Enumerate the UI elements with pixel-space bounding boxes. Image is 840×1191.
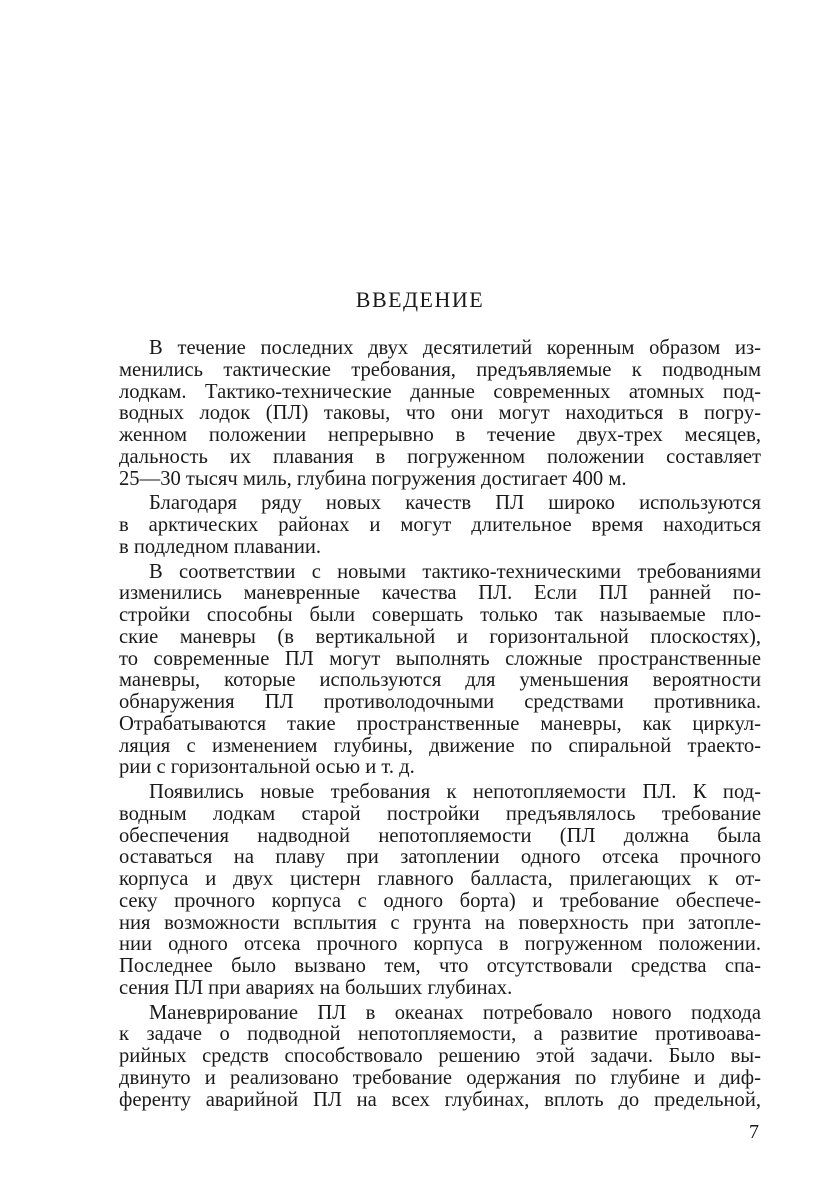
text-line: обнаружения ПЛ противолодочными средствами противника.	[119, 692, 761, 713]
text-line: Появились новые требования к непотопляемости ПЛ. К под-	[149, 782, 761, 803]
text-line: сения ПЛ при авариях на больших глубинах.	[119, 977, 513, 999]
text-line: ляция с изменением глубины, движение по спиральной траекто-	[119, 735, 761, 757]
text-line: маневры, которые используются для уменьшения вероятности	[119, 670, 761, 692]
text-line: то современные ПЛ могут выполнять сложные пространственные	[119, 648, 761, 670]
text-line: стройки способны были совершать только так называемые пло-	[119, 605, 761, 626]
paragraph-2	[119, 493, 761, 558]
text-line: В соответствии с новыми тактико-техническими требованиями	[149, 561, 761, 583]
text-line: в подледном плавании.	[119, 536, 322, 558]
text-line: 25—30 тысяч миль, глубина погружения достигает 400 м.	[119, 468, 627, 490]
text-line: рийных средств способствовало решению этой задачи. Было вы-	[119, 1046, 761, 1067]
text-line: дальность их плавания в погруженном положении составляет	[119, 446, 761, 468]
text-line: ния возможности всплытия с грунта на поверхность при затопле-	[119, 912, 761, 934]
text-line: Благодаря ряду новых качеств ПЛ широко используются	[149, 493, 761, 515]
text-line: в арктических районах и могут длительное время находиться	[119, 515, 761, 536]
text-line: ские маневры (в вертикальной и горизонтальной плоскостях),	[119, 626, 761, 648]
text-line: менились тактические требования, предъявляемые к подводным	[119, 359, 761, 381]
text-line: двинуто и реализовано требование одержания по глубине и диф-	[119, 1067, 761, 1089]
text-line: рии с горизонтальной осью и т. д.	[119, 757, 415, 779]
paragraph-1	[119, 338, 761, 490]
text-line: ференту аварийной ПЛ на всех глубинах, вплоть до предельной,	[119, 1089, 761, 1111]
text-line: секу прочного корпуса с одного борта) и требование обеспече-	[119, 890, 761, 912]
text-line: В течение последних двух десятилетий коренным образом из-	[149, 338, 761, 359]
text-line: нии одного отсека прочного корпуса в погруженном положении.	[119, 934, 761, 956]
text-line: Маневрирование ПЛ в океанах потребовало нового подхода	[149, 1002, 761, 1024]
text-line: водным лодкам старой постройки предъявлялось требование	[119, 803, 761, 825]
text-line: лодкам. Тактико-технические данные современных атомных под-	[119, 381, 761, 403]
paragraph-5	[119, 1003, 761, 1112]
paragraph-3	[119, 562, 761, 780]
paragraph-4	[119, 782, 761, 1000]
text-line: Последнее было вызвано тем, что отсутствовали средства спа-	[119, 956, 761, 977]
text-line: оставаться на плаву при затоплении одного отсека прочного	[119, 847, 761, 869]
text-line: изменились маневренные качества ПЛ. Если ПЛ ранней по-	[119, 583, 761, 605]
text-line: женном положении непрерывно в течение двух-трех месяцев,	[119, 425, 761, 446]
text-line: к задаче о подводной непотопляемости, а развитие противоава-	[119, 1024, 761, 1046]
text-line: корпуса и двух цистерн главного балласта, прилегающих к от-	[119, 869, 761, 890]
body-text	[119, 338, 761, 1114]
text-line: обеспечения надводной непотопляемости (ПЛ должна была	[119, 825, 761, 847]
section-heading: ВВЕДЕНИЕ	[355, 287, 485, 312]
page-number: 7	[749, 1121, 759, 1143]
text-line: водных лодок (ПЛ) таковы, что они могут находиться в погру-	[119, 403, 761, 425]
text-line: Отрабатываются такие пространственные маневры, как циркул-	[119, 713, 761, 735]
